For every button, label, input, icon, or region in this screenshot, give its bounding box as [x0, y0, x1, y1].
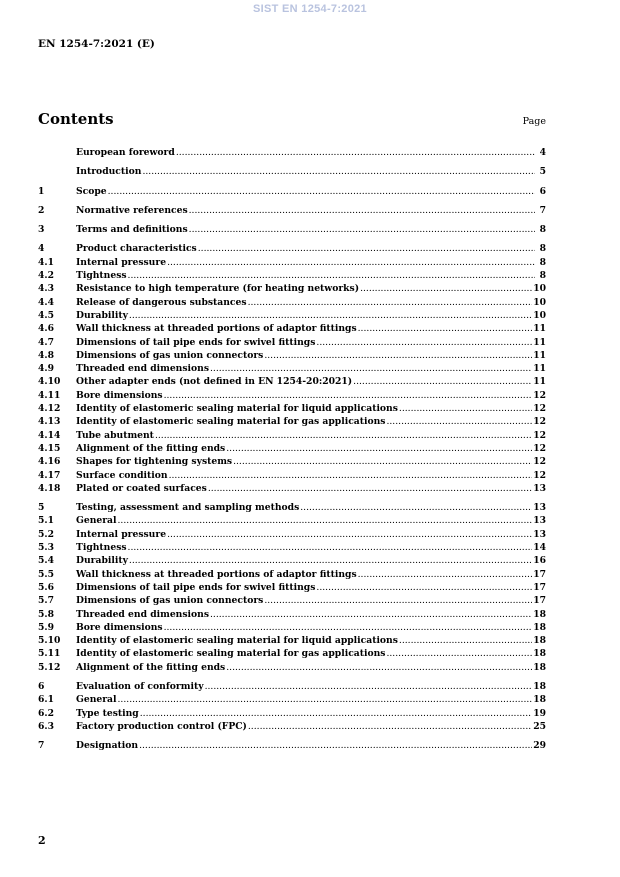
toc-entry-number: 4.11	[38, 389, 61, 401]
toc-entry-number: 4.13	[38, 416, 61, 428]
page-column-label: Page	[522, 116, 546, 127]
toc-entry[interactable]	[38, 528, 546, 541]
toc-leader-dots	[189, 204, 535, 217]
toc-entry-page: 17	[533, 595, 546, 607]
toc-leader-dots	[386, 415, 532, 428]
toc-leader-dots	[316, 581, 532, 594]
toc-entry[interactable]	[38, 402, 546, 415]
toc-entry-page: 18	[533, 680, 546, 692]
toc-entry-page: 12	[533, 403, 546, 415]
toc-entry-number: 4.9	[38, 363, 54, 375]
toc-entry-number: 6.1	[38, 694, 54, 706]
toc-entry-title: Testing, assessment and sampling methods	[76, 502, 300, 514]
toc-entry-title: Identity of elastomeric sealing material for liquid applications	[76, 635, 398, 647]
toc-entry[interactable]	[38, 185, 546, 198]
toc-leader-dots	[208, 482, 532, 495]
toc-entry-page: 11	[533, 336, 546, 348]
toc-entry-page: 18	[533, 608, 546, 620]
toc-entry-title: Tube abutment	[76, 429, 154, 441]
toc-leader-dots	[210, 608, 532, 621]
toc-entry[interactable]	[38, 634, 546, 647]
toc-entry-page: 8	[539, 256, 546, 268]
toc-leader-dots	[248, 720, 532, 733]
toc-entry-number: 3	[38, 224, 45, 236]
toc-entry-page: 5	[539, 166, 546, 178]
toc-entry-title: Identity of elastomeric sealing material for liquid applications	[76, 403, 398, 415]
toc-entry[interactable]	[38, 165, 546, 178]
toc-entry-page: 12	[533, 416, 546, 428]
toc-entry-title: Designation	[76, 740, 139, 752]
toc-entry-number: 5.11	[38, 648, 61, 660]
toc-entry-number: 5.9	[38, 621, 54, 633]
toc-entry[interactable]	[38, 256, 546, 269]
toc-leader-dots	[164, 389, 533, 402]
toc-entry-title: Wall thickness at threaded portions of adaptor fittings	[76, 568, 357, 580]
toc-entry-page: 10	[533, 296, 546, 308]
toc-entry-number: 4.12	[38, 403, 61, 415]
toc-entry-title: Introduction	[76, 166, 142, 178]
toc-entry[interactable]	[38, 554, 546, 567]
toc-leader-dots	[358, 322, 533, 335]
toc-leader-dots	[167, 528, 532, 541]
toc-entry-number: 5.7	[38, 595, 54, 607]
toc-entry-page: 13	[533, 482, 546, 494]
toc-entry-number: 4	[38, 243, 45, 255]
toc-leader-dots	[353, 375, 532, 388]
toc-entry[interactable]	[38, 309, 546, 322]
toc-entry[interactable]	[38, 501, 546, 514]
toc-leader-dots	[198, 242, 535, 255]
page-number: 2	[38, 834, 46, 847]
toc-entry-title: Type testing	[76, 707, 139, 719]
toc-entry-number: 4.18	[38, 482, 61, 494]
toc-entry[interactable]	[38, 442, 546, 455]
toc-entry-number: 5.12	[38, 661, 61, 673]
toc-entry-title: Resistance to high temperature (for heating networks)	[76, 283, 360, 295]
toc-entry-title: Product characteristics	[76, 243, 197, 255]
toc-entry-number: 4.5	[38, 309, 54, 321]
toc-entry-page: 8	[539, 224, 546, 236]
toc-leader-dots	[248, 296, 533, 309]
toc-entry[interactable]	[38, 514, 546, 527]
toc-entry[interactable]	[38, 362, 546, 375]
toc-leader-dots	[155, 429, 532, 442]
toc-leader-dots	[358, 568, 533, 581]
toc-entry[interactable]	[38, 568, 546, 581]
toc-entry-number: 4.15	[38, 442, 61, 454]
toc-entry[interactable]	[38, 707, 546, 720]
toc-leader-dots	[226, 442, 532, 455]
toc-leader-dots	[142, 165, 535, 178]
toc-entry-page: 12	[533, 469, 546, 481]
toc-entry-number: 5.1	[38, 515, 54, 527]
toc-entry-number: 5.5	[38, 568, 54, 580]
toc-entry-number: 5.2	[38, 528, 54, 540]
contents-title: Contents	[38, 110, 114, 128]
toc-entry-title: Bore dimensions	[76, 621, 163, 633]
toc-entry-page: 29	[533, 740, 546, 752]
toc-entry-number: 4.4	[38, 296, 54, 308]
toc-leader-dots	[167, 256, 535, 269]
toc-entry-title: Alignment of the fitting ends	[76, 442, 226, 454]
toc-entry-title: Factory production control (FPC)	[76, 720, 247, 732]
toc-entry[interactable]	[38, 581, 546, 594]
toc-entry-title: Threaded end dimensions	[76, 363, 209, 375]
toc-entry-number: 7	[38, 740, 45, 752]
toc-entry-page: 18	[533, 694, 546, 706]
toc-entry-page: 4	[539, 147, 546, 158]
toc-entry-page: 19	[533, 707, 546, 719]
toc-entry-number: 4.3	[38, 283, 54, 295]
toc-entry-number: 4.16	[38, 456, 61, 468]
toc-leader-dots	[210, 362, 532, 375]
toc-entry[interactable]	[38, 349, 546, 362]
toc-leader-dots	[129, 554, 532, 567]
toc-entry-title: Dimensions of gas union connectors	[76, 349, 264, 361]
toc-entry-title: European foreword	[76, 147, 175, 158]
toc-entry-page: 11	[533, 363, 546, 375]
toc-entry-title: Release of dangerous substances	[76, 296, 247, 308]
toc-leader-dots	[360, 282, 532, 295]
toc-entry-page: 17	[533, 581, 546, 593]
toc-leader-dots	[169, 469, 533, 482]
toc-entry-number: 5.3	[38, 542, 54, 554]
toc-leader-dots	[300, 501, 532, 514]
toc-entry-title: Alignment of the fitting ends	[76, 661, 226, 673]
toc-leader-dots	[264, 594, 532, 607]
toc-entry-title: Terms and definitions	[76, 224, 188, 236]
toc-entry-title: Internal pressure	[76, 256, 167, 268]
toc-entry-number: 1	[38, 185, 45, 197]
toc-entry-title: Scope	[76, 185, 107, 197]
toc-entry-page: 25	[533, 720, 546, 732]
toc-entry-number: 4.2	[38, 270, 54, 282]
toc-entry[interactable]	[38, 647, 546, 660]
toc-entry-page: 13	[533, 515, 546, 527]
toc-entry-title: Identity of elastomeric sealing material for gas applications	[76, 416, 386, 428]
toc-leader-dots	[129, 309, 532, 322]
toc-entry-number: 5.8	[38, 608, 54, 620]
toc-entry-title: Dimensions of gas union connectors	[76, 595, 264, 607]
watermark: SIST EN 1254-7:2021	[253, 3, 367, 15]
toc-entry-page: 10	[533, 309, 546, 321]
toc-entry[interactable]	[38, 375, 546, 388]
toc-entry-number: 6.2	[38, 707, 54, 719]
toc-entry-number: 4.6	[38, 323, 54, 335]
toc-entry-number: 4.10	[38, 376, 61, 388]
toc-entry-page: 11	[533, 376, 546, 388]
toc-entry-title: Dimensions of tail pipe ends for swivel fittings	[76, 581, 316, 593]
toc-entry-number: 5.4	[38, 555, 54, 567]
toc-entry[interactable]	[38, 336, 546, 349]
toc-entry[interactable]	[38, 720, 546, 733]
toc-leader-dots	[176, 146, 535, 159]
toc-entry[interactable]	[38, 693, 546, 706]
toc-leader-dots	[399, 634, 532, 647]
toc-entry-page: 6	[539, 185, 546, 197]
toc-entry[interactable]	[38, 594, 546, 607]
toc-entry[interactable]	[38, 469, 546, 482]
toc-entry[interactable]	[38, 296, 546, 309]
document-id: EN 1254-7:2021 (E)	[38, 38, 155, 50]
toc-entry-page: 14	[533, 542, 546, 554]
toc-entry[interactable]	[38, 204, 546, 217]
toc-entry-page: 18	[533, 661, 546, 673]
toc-leader-dots	[264, 349, 532, 362]
toc-entry[interactable]	[38, 429, 546, 442]
toc-entry-number: 2	[38, 204, 45, 216]
toc-entry-title: Shapes for tightening systems	[76, 456, 233, 468]
toc-entry-page: 16	[533, 555, 546, 567]
toc-entry-number: 5	[38, 502, 45, 514]
toc-entry[interactable]	[38, 608, 546, 621]
toc-entry-page: 13	[533, 528, 546, 540]
toc-entry-page: 12	[533, 389, 546, 401]
toc-entry[interactable]	[38, 269, 546, 282]
toc-leader-dots	[316, 336, 532, 349]
toc-entry-number: 4.8	[38, 349, 54, 361]
toc-entry-number: 5.6	[38, 581, 54, 593]
toc-leader-dots	[118, 514, 533, 527]
toc-entry[interactable]	[38, 242, 546, 255]
toc-entry-page: 11	[533, 323, 546, 335]
toc-entry-title: Surface condition	[76, 469, 168, 481]
toc-entry-title: Identity of elastomeric sealing material for gas applications	[76, 648, 386, 660]
toc-entry[interactable]	[38, 739, 546, 752]
toc-entry[interactable]	[38, 661, 546, 674]
toc-entry-title: General	[76, 515, 117, 527]
toc-entry-page: 12	[533, 429, 546, 441]
toc-entry-page: 12	[533, 456, 546, 468]
toc-entry[interactable]	[38, 455, 546, 468]
toc-leader-dots	[386, 647, 532, 660]
toc-entry-title: Durability	[76, 555, 128, 567]
toc-entry[interactable]	[38, 482, 546, 495]
toc-entry[interactable]	[38, 680, 546, 693]
toc-entry-page: 13	[533, 502, 546, 514]
toc-entry-page: 8	[539, 270, 546, 282]
toc-leader-dots	[399, 402, 532, 415]
toc-leader-dots	[139, 739, 532, 752]
toc-leader-dots	[233, 455, 532, 468]
toc-entry[interactable]	[38, 282, 546, 295]
toc-leader-dots	[164, 621, 533, 634]
toc-leader-dots	[128, 269, 535, 282]
toc-entry-page: 7	[539, 204, 546, 216]
toc-leader-dots	[226, 661, 532, 674]
toc-entry-page: 10	[533, 283, 546, 295]
toc-entry[interactable]	[38, 621, 546, 634]
toc-entry-page: 18	[533, 621, 546, 633]
toc-entry-page: 8	[539, 243, 546, 255]
toc-leader-dots	[108, 185, 535, 198]
toc-leader-dots	[140, 707, 532, 720]
toc-leader-dots	[118, 693, 533, 706]
toc-entry-title: Evaluation of conformity	[76, 680, 204, 692]
toc-entry-page: 11	[533, 349, 546, 361]
toc-entry-page: 12	[533, 442, 546, 454]
toc-entry-title: Bore dimensions	[76, 389, 163, 401]
toc-entry-number: 4.17	[38, 469, 61, 481]
toc-entry-title: Dimensions of tail pipe ends for swivel fittings	[76, 336, 316, 348]
toc-leader-dots	[189, 223, 535, 236]
toc-entry-title: Normative references	[76, 204, 188, 216]
toc-leader-dots	[128, 541, 533, 554]
toc-entry-title: Internal pressure	[76, 528, 167, 540]
toc-entry-number: 4.7	[38, 336, 54, 348]
toc-entry-title: Tightness	[76, 270, 127, 282]
toc-entry-page: 17	[533, 568, 546, 580]
toc-entry-title: General	[76, 694, 117, 706]
toc-entry-number: 6.3	[38, 720, 54, 732]
toc-entry[interactable]	[38, 322, 546, 335]
toc-entry[interactable]	[38, 415, 546, 428]
toc-entry-number: 4.1	[38, 256, 54, 268]
toc-entry-title: Plated or coated surfaces	[76, 482, 207, 494]
toc-entry[interactable]	[38, 541, 546, 554]
toc-entry-title: Tightness	[76, 542, 127, 554]
toc-entry[interactable]	[38, 389, 546, 402]
toc-entry-title: Wall thickness at threaded portions of adaptor fittings	[76, 323, 357, 335]
toc-entry-number: 4.14	[38, 429, 61, 441]
toc-entry-number: 5.10	[38, 635, 61, 647]
toc-entry[interactable]	[38, 146, 546, 159]
toc-entry[interactable]	[38, 223, 546, 236]
toc-entry-page: 18	[533, 635, 546, 647]
toc-entry-title: Threaded end dimensions	[76, 608, 209, 620]
toc-entry-title: Other adapter ends (not defined in EN 1254-20:2021)	[76, 376, 353, 388]
table-of-contents	[38, 146, 546, 752]
toc-entry-number: 6	[38, 680, 45, 692]
toc-entry-title: Durability	[76, 309, 128, 321]
toc-entry-page: 18	[533, 648, 546, 660]
toc-leader-dots	[205, 680, 533, 693]
